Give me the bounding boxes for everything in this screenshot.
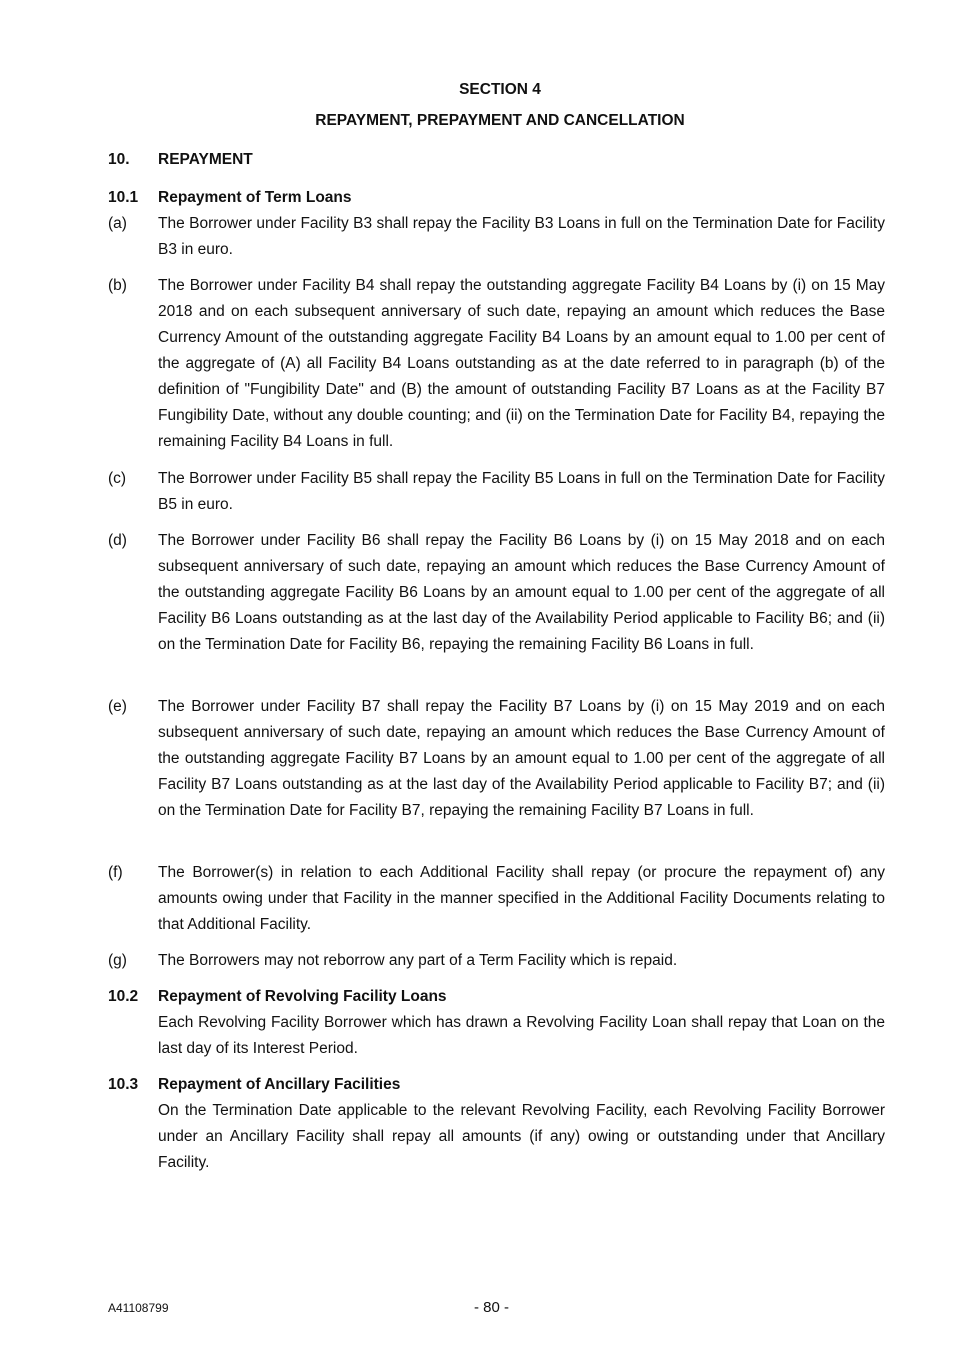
subclause-text-10-2: Each Revolving Facility Borrower which has drawn a Revolving Facility Loan shall repay that Loan on the last day of its Interest Period. [158, 1014, 885, 1057]
subclause-title: Repayment of Ancillary Facilities [158, 1076, 401, 1093]
paragraph-label: (a) [108, 215, 127, 232]
paragraph-label: (f) [108, 864, 123, 881]
clause-title: REPAYMENT [158, 151, 253, 168]
paragraph-text: The Borrower under Facility B4 shall repay the outstanding aggregate Facility B4 Loans by (i) on 15 May 2018 and on each subsequent anniversary of such date, repaying an amount which reduces the Base Currency Amount of the outstanding aggregate Facility B4 Loans by an amount equal to 1.00 per cent of the aggregate of (A) all Facility B4 Loans outstanding as at the date referred to in paragraph (b) of the definition of "Fungibility Date" and (B) the amount of outstanding Facility B7 Loans as at the Facility B7 Fungibility Date, without any double counting; and (ii) on the Termination Date for Facility B4, repaying the remaining Facility B4 Loans in full. [158, 277, 885, 450]
subclause-heading-10-3 [108, 1076, 400, 1094]
subclause-text-10-3: On the Termination Date applicable to the relevant Revolving Facility, each Revolving Facility Borrower under an Ancillary Facility shall repay all amounts (if any) owing or outstanding under that Ancillary Facility. [158, 1102, 885, 1171]
paragraph-a [108, 211, 885, 263]
section-title: REPAYMENT, PREPAYMENT AND CANCELLATION [315, 112, 685, 129]
subclause-heading-10-2 [108, 988, 447, 1006]
subclause-number: 10.1 [108, 189, 139, 206]
paragraph-c [108, 466, 885, 518]
document-reference: A41108799 [108, 1301, 169, 1315]
paragraph-label: (g) [108, 952, 127, 969]
paragraph-text: The Borrower under Facility B7 shall repay the Facility B7 Loans by (i) on 15 May 2019 and on each subsequent anniversary of such date, repaying an amount which reduces the Base Currency Amount of the outstanding aggregate Facility B7 Loans by an amount equal to 1.00 per cent of the aggregate of all Facility B7 Loans outstanding as at the last day of the Availability Period applicable to Facility B7; and (ii) on the Termination Date for Facility B7, repaying the remaining Facility B7 Loans in full. [158, 698, 885, 819]
paragraph-label: (d) [108, 532, 127, 549]
section-number: SECTION 4 [459, 81, 541, 98]
paragraph-label: (b) [108, 277, 127, 294]
paragraph-text: The Borrower under Facility B3 shall repay the Facility B3 Loans in full on the Termination Date for Facility B3 in euro. [158, 215, 885, 258]
clause-heading [108, 151, 253, 169]
subclause-heading-10-1 [108, 189, 352, 207]
paragraph-label: (c) [108, 470, 127, 487]
paragraph-text: The Borrower under Facility B6 shall repay the Facility B6 Loans by (i) on 15 May 2018 and on each subsequent anniversary of such date, repaying an amount which reduces the Base Currency Amount of the outstanding aggregate Facility B6 Loans by an amount equal to 1.00 per cent of the aggregate of all Facility B6 Loans outstanding as at the last day of the Availability Period applicable to Facility B6; and (ii) on the Termination Date for Facility B6, repaying the remaining Facility B6 Loans in full. [158, 532, 885, 653]
paragraph-label: (e) [108, 698, 127, 715]
paragraph-f [108, 860, 885, 938]
paragraph-text: The Borrowers may not reborrow any part of a Term Facility which is repaid. [158, 952, 678, 969]
paragraph-b [108, 273, 885, 455]
page-number: - 80 - [473, 1299, 509, 1316]
subclause-number: 10.2 [108, 988, 139, 1005]
subclause-number: 10.3 [108, 1076, 139, 1093]
clause-number: 10. [108, 151, 130, 168]
paragraph-d [108, 528, 885, 658]
subclause-title: Repayment of Revolving Facility Loans [158, 988, 447, 1005]
paragraph-e [108, 694, 885, 824]
paragraph-text: The Borrower under Facility B5 shall repay the Facility B5 Loans in full on the Termination Date for Facility B5 in euro. [158, 470, 885, 513]
paragraph-text: The Borrower(s) in relation to each Additional Facility shall repay (or procure the repayment of) any amounts owing under that Facility in the manner specified in the Additional Facility Documents relating to that Additional Facility. [158, 864, 885, 933]
subclause-title: Repayment of Term Loans [158, 189, 352, 206]
paragraph-g [108, 948, 885, 974]
